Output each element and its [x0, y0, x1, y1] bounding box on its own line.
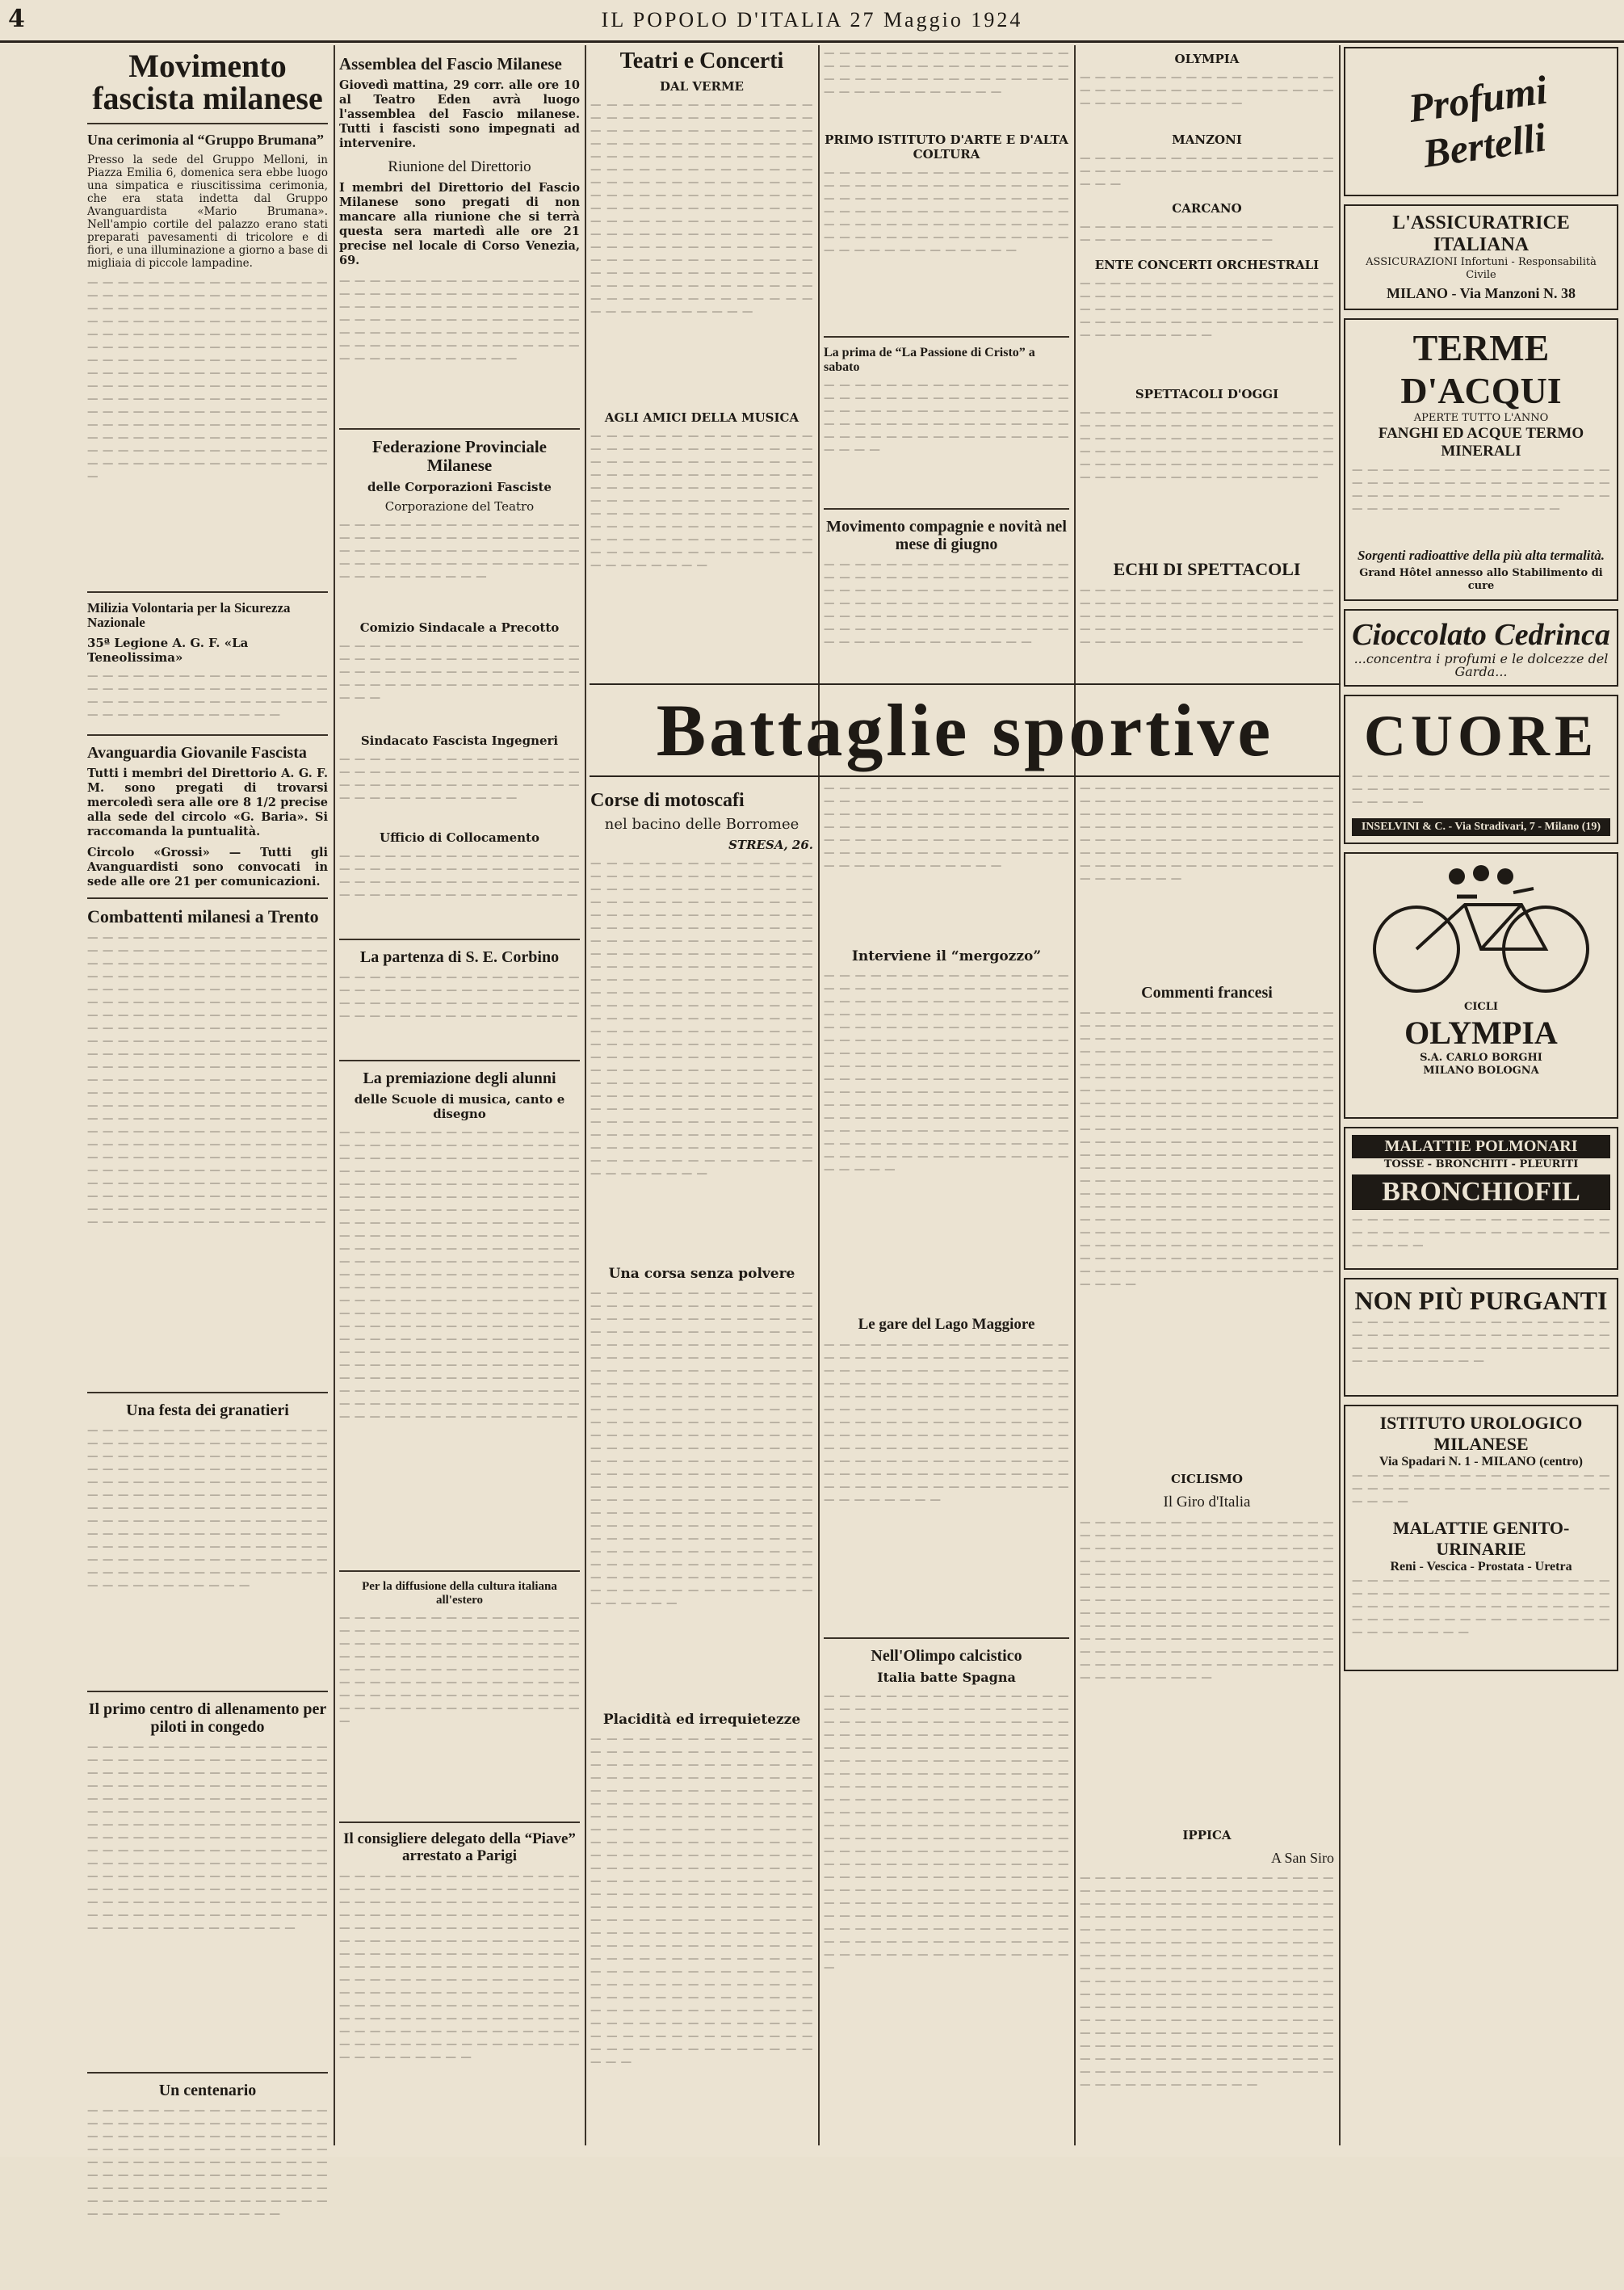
ad-text: APERTE TUTTO L'ANNO: [1413, 412, 1549, 424]
ad-assicuratrice: [1344, 204, 1618, 310]
article-title: Assemblea del Fascio Milanese: [339, 54, 562, 74]
illegible-text-block: — — — — — — — — — — — — — — — — — — — — — — — — — — — — — — — — — — — — — — — — — — — — — — — — — — — — — — — — — — — — —: [87, 670, 328, 722]
illegible-text-block: — — — — — — — — — — — — — — — — — — — — — — — — — — — — — — — — — — — — — — — — — — — — — — — — — — — — — — — — — — — — — — — — — — — — — — — — — — — — — — — — — — — — — — — — — — — — — — — — — — — — — — — — — — — — — — — — — — — — — — — — — — — — — —: [1080, 782, 1334, 885]
illegible-text-block: — — — — — — — — — — — — — — — — — — — — — — — — — — — — — — — — — — — — — — — — — — — — — — — — — — — — — — — — — — — — — — — — — — — — — — — — — — — — — — — — — — — — — — — — — — — — — — — — — — — — — — — — — — — — — — — — — — — — — — — — — — — — — — — — —: [339, 1611, 580, 1729]
article-subtitle: CARCANO: [1172, 201, 1242, 216]
illegible-text-block: — — — — — — — — — — — — — — — — — — — — — — — — — — — — — — — — — — — — — — —: [1352, 770, 1610, 809]
article-text: I membri del Direttorio del Fascio Milanese sono pregati di non mancare alla riunione che si terrà questa sera martedì alle ore 21 precise nel locale di Corso Venezia, 69.: [339, 180, 580, 267]
illegible-text-block: — — — — — — — — — — — — — — — — — — — — — — — — — — — — — — — — — — — — — — — — — — — — — — — — — — — — — — — — — — — — — — — — — — — — — — — — — — — — — — — — — — — — — — — — — — — — — — — — — — — — — — — — — — — — — — — — — — — — — — — — — — — — — — — — — — — — — — — — — — — — — — — — — — — — — — — — — — — — — — — — — — — — — — — — — — — — — — — — — — — — — — — — — — — — — — — — — — — — — — — — — — — — — — — — — — — — — — — — — — — — — — — — — — — — — — — — — — — — — — — — — — — — — — — — — — — — — — — — — — — — — — — — — — — — — — — — — — — — — — — — — — — —: [1080, 1871, 1334, 2091]
illegible-text-block: — — — — — — — — — — — — — — — — — — — — — — — — — — — — — — — — — — — — — — — — — — — — — — — — — — — — — — — — — — — — — — — — — — — — — — — — — — — — — — — — — — — — — — — — — — — — — — — — — — — — — — — — — — — — — — — — — — — — — — — — — — — — — — — — — — — — — — — — — — — — — — — — — — — — — — — — — — — — — — — — — — — — — — — — — — — — — — — — — — — — — — — — — — — — — — — — — — — — — — — —: [824, 1338, 1069, 1506]
ad-title: OLYMPIA: [1404, 1015, 1558, 1051]
ad-title: MALATTIE GENITO-URINARIE: [1392, 1518, 1570, 1559]
article-title: Riunione del Direttorio: [388, 158, 531, 176]
ad-title: Profumi Bertelli: [1405, 66, 1551, 176]
illegible-text-block: — — — — — — — — — — — — — — — — — — — — — — — — — — — — — — — — — — — — — — — — — — — — — — — — — — — — — — — — — — — — — — — — — — — — — — — — — — — — — — — — — — — — — — — — — — — — — — — — — — — — — — — — — — — — — — — — — — — — — — — — — — — — — — — — — — — — — — — — — — — — — — — — — — — — — — — — — — — — — — — — — — — — — — — — — — — — — — — — — — — — — — — — — — — — — — — — — — — — — — — — — — — — — — — — — — — — — — — — — — — — — — — — — — — — — — — — — — — — — — — — — — — — — — — — — — — — — — — — — — — — — — — — — — — — — — — — — — — — — — — — — — — — — — — — — — — — — — — — — — — — — — — — — — — — — — — — — — — — — — — — — — — — — — — — — — — — — — — — — — — — — — — — — — — — — — — — — — — — — — — — — — — — — — — —: [339, 1126, 580, 1424]
ads-column: [1344, 47, 1618, 2147]
ad-cicli-olympia: [1344, 852, 1618, 1119]
article-subtitle: delle Scuole di musica, canto e disegno: [354, 1092, 565, 1122]
ad-profumi: [1344, 47, 1618, 196]
ad-istituto-urologico: [1344, 1405, 1618, 1671]
article-title: Nell'Olimpo calcistico: [871, 1646, 1022, 1665]
ad-title: ISTITUTO UROLOGICO MILANESE: [1379, 1413, 1583, 1454]
column-rule: [1074, 45, 1076, 2145]
ad-title: L'ASSICURATRICE ITALIANA: [1392, 212, 1570, 255]
ad-text: TOSSE - BRONCHITI - PLEURITI: [1383, 1158, 1579, 1170]
illegible-text-block: — — — — — — — — — — — — — — — — — — — — — — — — — — — — — — — — — — — — — — — — — — — — — — — — — — — — — — — — — — — — — — — — — — — — — — — — — — — — — — — — — — — — — — — — — — — — — — — — — — — — — — — — — — — — — — — — — — — — — — — — — — — — — — — — — — — — — — — — — — — — — — — — — — — — — — — — — — — — — — — — — — — — — — — — — — — — — — — — — — — — — — — — — — — — — — — — — — — — — — — — — — — — — — — — — — — — — — — — — — — — — — — — — — — — — — — — — — — — — — — — — — — — — — — — — — — — — — — — — — — — — — — — — — — — — — — — — — — — — — — — — — — — — — — — — — — — — — — — — — — — — — — — — — — — — — — — — — — — — — — — — — — — — — — — — — — — — — — — — — — — — —: [590, 1287, 813, 1611]
sport-column-3: [1080, 782, 1334, 2147]
article-subtitle: Sindacato Fascista Ingegneri: [360, 733, 559, 749]
column-rule: [818, 45, 820, 2145]
article-title: Una festa dei granatieri: [126, 1401, 289, 1420]
ad-text: MILANO BOLOGNA: [1423, 1065, 1539, 1077]
column-5: [1080, 47, 1334, 677]
article-subtitle: DAL VERME: [660, 79, 744, 94]
illegible-text-block: — — — — — — — — — — — — — — — — — — — — — — — — — — — — — — — — — — — — — — — — — — — — — — — — — — — — — — — — — — — — — — — —: [339, 971, 580, 1023]
ad-title: TERME D'ACQUI: [1400, 327, 1562, 411]
illegible-text-block: — — — — — — — — — — — — — — — — — — — — — — — — — — — — — — — — — — — — — — — — — — — — — — — — — — — — — — — — — — — — — — — — — — —: [339, 640, 580, 705]
page-header: [0, 0, 1624, 43]
ad-text: CICLI: [1464, 1001, 1498, 1013]
illegible-text-block: — — — — — — — — — — — — — — — — — — — — — — — — — — — — — — — — — — — — — — — — — — — — —: [1080, 71, 1334, 110]
illegible-text-block: — — — — — — — — — — — — — — — — — — — — — — — — — — — — — — — — — — — — — — — — — — — — — — — — — — — — — — — — — — — — — — — — — — — — — — — — — — — — — — — — — — — — — — — — — — — — — — — — — — — — — — — — — — — — — — — — — — — — — — — — — — — — — — — — — — — — — — — — — — — — — — — — — — — — — — — — — — — — — — — — — — — — — — — — — — — — — — — — — — — — — — — — — — — — — — — — — — — — — — — — — — — — — — — — — — — — — — — — — — — — — — — — — — — — — — — — — — — — — —: [87, 1741, 328, 1935]
article-subtitle: CICLISMO: [1171, 1472, 1243, 1486]
article-subtitle: PRIMO ISTITUTO D'ARTE E D'ALTA COLTURA: [825, 132, 1068, 162]
article-subtitle: nel bacino delle Borromee: [604, 816, 799, 834]
article-title: Corse di motoscafi: [590, 790, 745, 811]
article-title: Avanguardia Giovanile Fascista: [87, 744, 307, 763]
sport-banner: [590, 683, 1341, 777]
illegible-text-block: — — — — — — — — — — — — — — — — — — — — — — — — — — — — — — — — — — — — — — — — — — — — — — — — — — — — — — — — — — — —: [1352, 1316, 1610, 1368]
illegible-text-block: — — — — — — — — — — — — — — — — — — — — — — — — — — — — — — — — — — — — — — — — — — — — — — — — — — — — — — — — — — — — — — — — — — — — — — — — — — — —: [1352, 1574, 1610, 1639]
section-title: Movimento fascista milanese: [92, 48, 323, 116]
illegible-text-block: — — — — — — — — — — — — — — — — — — — — — — — — — — — — — — — — — — — — — — — — — — — — — — — — — — — — — — — — — — — — — — — —: [339, 850, 580, 902]
article-text: Circolo «Grossi» — Tutti gli Avanguardisti sono convocati in sede alle ore 21 per comunicazioni.: [87, 846, 328, 889]
article-dateline: STRESA, 26.: [728, 838, 813, 853]
article-subtitle: Una corsa senza polvere: [608, 1266, 795, 1283]
ad-address: MILANO - Via Manzoni N. 38: [1387, 285, 1576, 301]
article-title: Combattenti milanesi a Trento: [87, 906, 319, 927]
column-1: [87, 47, 328, 2221]
illegible-text-block: — — — — — — — — — — — — — — — — — — — — — — — — — — — — — — — — — — — — — — — — — — — — — — — — — — — — — — — — — — — — — — — — — — — — — — — — — — — — — — — — — — — — — — — — — — — — — — — — — — — — — — — — — — — — — — — — — — — — — — — — — — — — — — — — — — — — — — — — — — — — — — — — — — — — — — — — — — — — — — — — — — — — — — — — — — — — — — — — — — — — — — — — — — — — — — — — — — — — — — — — — — — — — — — — — — — — — — — — — — — — — — — — — — — — — — — — —: [339, 1869, 580, 2064]
article-subtitle: Corporazione del Teatro: [384, 499, 535, 515]
ad-cuore: [1344, 695, 1618, 844]
article-title: Movimento compagnie e novità nel mese di giugno: [826, 518, 1067, 554]
column-rule: [1339, 45, 1341, 2145]
ad-title: Cioccolato Cedrinca: [1352, 618, 1610, 652]
illegible-text-block: — — — — — — — — — — — — — — — — — — — — — — — — — — — — — — — — — — — — — — — — — — — — — — — — — — — — — — — — — — — — — — — — — — — — — — — — — — — — — — — — — — —: [1080, 584, 1334, 649]
illegible-text-block: — — — — — — — — — — — — — — — — — — — — — — — — — — — — — — — — — — — — — — — — — — — — — — — — — — — — — — — — — — — — — — — — — — — — — — — — — — — — — — — — — — — — — — — — — — — — — — — — — — — — — — — — — — — — — — — — — — — — — — — — — — — — — — — — — — — — — — — — — — — — — — — — — — — — — — — — — — — — — — — — — — — — — — — — — — — — — — — — — — — — — — — — — — — — — — — — — — — — — — — — — — — — — — — — — — — — — — — — — — — — — — — — — — — — — — — — — — — — — — — — — — — — — — — — — — — — — — — — — — — — — — — — — — — — — — — — — — — — — — — — — — — — — — — — — — — — — — — — — — — — — — — — — — — — — — — — — — — — — — — — — — — — — — — — — — — — — — — — — — — — — — — — — — — — — — — — —: [590, 1733, 813, 2069]
illegible-text-block: — — — — — — — — — — — — — — — — — — — — — — — — — — — — — — — — — — — — — — — — — — — — — — — — — — — — — — — — — — — — — — — — — — — — — — — — — — — — — — — — — — — — — — — — — — — — — — — — — — — — — — — — — — — —: [339, 274, 580, 365]
ad-text: S.A. CARLO BORGHI: [1420, 1052, 1542, 1064]
ad-address: Via Spadari N. 1 - MILANO (centro): [1379, 1455, 1583, 1469]
illegible-text-block: — — — — — — — — — — — — — — — — — — — — — — — — — — — — — — — — — — — — — — — — — — — — — — — — — — — — — — — — — — — — — — — — —: [1352, 464, 1610, 515]
article-subtitle: Italia batte Spagna: [877, 1669, 1016, 1685]
column-3: [590, 47, 813, 677]
article-title: La prima de “La Passione di Cristo” a sabato: [824, 346, 1035, 374]
illegible-text-block: — — — — — — — — — — — — — — — — — — — — — — — — — — — — — — — — — — — — — — — — — — — — — — — — — — — — — — — — — — — — — — — — — — — — — — — — — — — — — — — — — — — — — — — — — — — — — — — — — — — — — — — — — — — — — — — — — — — — — — — — — — — — — — — — — — — — — — — — — — — — — — — — — — — — — — — — — — — — — — — — — — — — — — — — — — — — — — — — — — — — — — — — — — — — — — — — — — — — — — — — — — — — — — — — — — — — — — — — — — — — — — — — — — — — — — — — — — — — — — — — — — — — — — — — — — — — — — — — — — — — — — — — — — — — — — — — — — — — — — — — — — — — — — — — — — — — — — — — — — — — — — — — — — — — — — — — — — — — — — — — — — — — — — — — — — — — — — — — — — — — — — — — — — — — — — — — — — — — — — — — — — — — — — — —: [87, 931, 328, 1229]
article-subtitle: IPPICA: [1182, 1827, 1232, 1843]
column-2: [339, 47, 580, 2147]
illegible-text-block: — — — — — — — — — — — — — — — — — — — — — — — — — — — — — — — — — — — — — — — — — — — — — — — — — — — — — — — — — — — —: [824, 47, 1069, 99]
illegible-text-block: — — — — — — — — — — — — — — — — — — — — — — — — — — — — — — — — — — — — — — — — — — — — — — — — — — — — — — — — — — — — — — — — — — — — — — — — — — — — — — — — — — — — — — — — — — — — — — — — — — — — — — — — — — — — — — — — — — — — — — — — — — — — — — — — — — — — — — — — — — — — — — — — — — — — — — — — — — — — — — — — — — — — — — — — — — — — — — — — — — — — — — — — — — — — — — — — — — — — — — — — — — — — — — — — — — — — — — — — — — — — — — — — — — — — — — — — — — — — — — — — — — — — — — — — — — — — — — — — — — — — — — — — — — — — — — — — — — — — — — — — — — — — — — — — — — — — — — — — — — — — — — — — — — — — — — — — — — — — — — — — — — — — — — — — — — — — — — — — — — — — — — — —: [590, 857, 813, 1181]
ad-text: Sorgenti radioattive della più alta termalità.: [1357, 548, 1605, 563]
ad-title: NON PIÙ PURGANTI: [1354, 1286, 1608, 1315]
ad-title: MALATTIE POLMONARI: [1352, 1135, 1610, 1158]
article-title: La premiazione degli alunni: [363, 1069, 556, 1088]
illegible-text-block: — — — — — — — — — — — — — — — — — — — — — — — — — — — — — — — — — — — — — — — — — — — — — — — — — — — — — — — — — — — — — — — — — — — — — — — — — — — — — — — — — — — — — — — — — — — — — — — — — — — — — — — — — — — — — — — — — — — — — — — — — — — — — — — — — — — — — — — — — — — — — — — — — — — — — — — — — — — — — — — — — — — — — — — — — — — — — — — — — — — — — — — — — — — — — — — — — — — — — — — — — — — — — — — — — — — — — — — — — — — — — — — — — — — — — — — — — — — — — — — — —: [87, 275, 328, 483]
illegible-text-block: — — — — — — — — — — — — — — — — — — — — — — — — — — — — — — — — — — — — — — —: [1352, 1213, 1610, 1252]
article-subtitle: MANZONI: [1172, 132, 1242, 147]
illegible-text-block: — — — — — — — — — — — — — — — — — — — — — — — — — — — — — — — — — — — — — — — — — — — — — — — — — — — — — — — — — — — — — — — — — — — — — — — — — — — — — — — — — — — — — — — — — — — — — — — — — — — — — — — — — — — — — — — — — — — — — — — — — — — — — — — — — — — — — — — — — — — — — — — — — — — — — — — — — — — — — — — — — — — — — — — — — — — — — — — — — — — — — — — — — — — — — — — — — — — — — — — — — — —: [87, 1424, 328, 1593]
article-title: Una cerimonia al “Gruppo Brumana”: [87, 132, 325, 148]
section-title: Teatri e Concerti: [619, 48, 784, 74]
illegible-text-block: — — — — — — — — — — — — — — — — — — — — — — — — — — — — — — — — — — — — — — — — — — — — — — — — — — — — — — — — — — — — — — — — — — — — — — — — — — — — — — — — — — — — — — — — — — — — — — — — — — — — — — — — — — — — — — — — — — — — — — — — — — — — — — — — — — — — — — — — — — — — — — — — — — — — — — — — — — — — — — — — — — — — — — — — — — — — — — — — — — — — — — — — — — — — — — — — — — — — — — — — — — — — — — — — — — — — —: [1080, 1515, 1334, 1684]
article-subtitle: Comizio Sindacale a Precotto: [359, 620, 560, 636]
article-title: Milizia Volontaria per la Sicurezza Nazionale: [87, 599, 291, 631]
illegible-text-block: — — — — — — — — — — — — — — — — — — — — — — — — — — — — — — — — — — — — — —: [1352, 1469, 1610, 1508]
article-subtitle: delle Corporazioni Fasciste: [367, 480, 552, 495]
article-title: Il Giro d'Italia: [1163, 1494, 1251, 1511]
sport-column-1: [590, 782, 813, 2147]
ad-text: ASSICURAZIONI Infortuni - Responsabilità Civile: [1366, 256, 1597, 281]
masthead: IL POPOLO D'ITALIA 27 Maggio 1924: [601, 8, 1023, 32]
ad-title: BRONCHIOFIL: [1352, 1174, 1610, 1210]
article-text: Presso la sede del Gruppo Melloni, in Piazza Emilia 6, domenica sera ebbe luogo una simpatica e riuscitissima cerimonia, che era stata indetta dal Gruppo Avanguardista «Mario Brumana». Nell'ampio cortile del palazzo erano stati preparati pavesamenti di tricolore e di fiori, e una illuminazione a giorno a base di migliaia di piccole lampadine.: [87, 153, 328, 270]
article-subtitle: ENTE CONCERTI ORCHESTRALI: [1094, 258, 1320, 272]
article-text: Giovedì mattina, 29 corr. alle ore 10 al Teatro Eden avrà luogo l'assemblea del Fascio milanese. Tutti i fascisti sono impegnati ad intervenire.: [339, 78, 580, 151]
sport-column-2: [824, 782, 1069, 2147]
illegible-text-block: — — — — — — — — — — — — — — — — — — — — — — — — — — — — — — — — — — — — — — — — — — — — — — — — — — — — — — — — — — — —: [339, 753, 580, 805]
illegible-text-block: — — — — — — — — — — — — — — — — — — — — — — — — — — — — — — — — — — — — — — — — — — — — — — — — — — — — — — — — — — — — — — — — — — — — — — — — — — — — — — — — — — — — — — — — — — — — — — — — — — — — — — — — — — — — — — — — — — — — — — — — — — — — — — — — — — — — — — — — — — — — —: [87, 2104, 328, 2221]
article-title: Il primo centro di allenamento per piloti in congedo: [88, 1700, 327, 1737]
illegible-text-block: — — — — — — — — — — — — — — — — — — — — — — — — — — — — — — — — — — — — — — — — — — — — — — — — — — — — — — — — — — — — — — — — — — — — — — — — — — — — — — — — — — — — — — — — — — — — — — — — — — — — — — — — — — — — — — — — — — — — — — — — — — — — — — — — — — — — — — — — — — — — — — — — — — — — — — — — — — — — — — — — — — — — — — — — — — — — — — — — — — — — — — — — — — — — — — — — — — — — — — — — — — — — — — — — — — — — — — — — — — — — — — — — — — — — — — — — — — —: [590, 99, 813, 318]
article-subtitle: 35ª Legione A. G. F. «La Teneolissima»: [87, 636, 249, 666]
illegible-text-block: — — — — — — — — — — — — — — — — — — — — — — — — — — — — — — — — — — — — — — — — — — — — — — — — — — — — — — — — — — — — — — — — — — — — — — — — — — — — — — — — — — — — — — — — — — — — — — — — — — — — — — — — — — — — — — — — — — — — — — — — — — — — — — — — — — — — — — — — — — — — — — — — — — — —: [590, 430, 813, 572]
ad-non-piu-purganti: [1344, 1278, 1618, 1397]
illegible-text-block: — — — — — — — — — — — — — — — — — — — — — — — — — — — — — — — — — — — — — — — — — — — — — — — — — — — — — — — — — — — — — — — — — — — — — — — — — — — — — — — — — — — —: [824, 379, 1069, 457]
page-number: 4: [8, 5, 25, 33]
banner-title: Battaglie sportive: [656, 689, 1274, 771]
ad-bronchiofil: [1344, 1127, 1618, 1270]
article-subtitle: Placidità ed irrequietezze: [602, 1712, 801, 1729]
bicycle-illustration: [1360, 860, 1602, 998]
ad-title: CUORE: [1363, 704, 1598, 768]
illegible-text-block: — — — — — — — — — — — — — — — — — — — — — — — — — — — — — — — — — — — — — — — — — — — — — — — — — — — — — — — — — — — — — — — — — — — — — — — — — — — — — — — — — — — — — — — — — — — — — — — — — — — — — — — — — — — — —: [824, 166, 1069, 257]
article-subtitle: Interviene il “mergozzo”: [851, 948, 1042, 964]
article-title: Le gare del Lago Maggiore: [858, 1316, 1035, 1333]
illegible-text-block: — — — — — — — — — — — — — — — — — — — — — — — — — — — — — — — — — — — — — — — — — — — — — — — — — — — — — — — — — — — — — — — — — — — — — — — — — —: [339, 519, 580, 584]
column-4: [824, 47, 1069, 677]
column-rule: [334, 45, 335, 2145]
illegible-text-block: — — — — — — — — — — — — — — — — — — — — — — — — — — — — — — — — — — — — — — — — — — — — — — — — — — — — — — — — — — — — — — — — — — — — — — — — — — — — — — — — — — — — — — — — — — — — — — — — — — — — — — — — — — — — — — — — — — — — — — — — — — — — — — — — — — — — — — — — — — — — — — — — — — — — — — — — — — — — — — — — — — — — — — — — — — — — — — — — — — — — — — — — — — — — — — — — — — — — — — — — — — — — — — — — — — — — — — — — — — — — — — — — — — — — — — — — — — — — — — — — — — — — — — — — — — — — — — — — — — — — — — — — — — — — — — — — — — — — — — — — — — — — — — — — — — — — — — — — — — — — — — — — — — — — — — — — — — — — — — — — — — — — — — — — — — — — — — — — —: [824, 1689, 1069, 1974]
ad-subtitle: FANGHI ED ACQUE TERMO MINERALI: [1378, 425, 1584, 460]
ad-terme-acqui: [1344, 318, 1618, 601]
article-title: Per la diffusione della cultura italiana all'estero: [362, 1580, 557, 1607]
illegible-text-block: — — — — — — — — — — — — — — — — — — — — — — — — — — — — — — — — — — — — — — — — — — — — — — — — — — — — — — — — — — — — — — — — — — — — — — — — — — — — — — — — — — — — — — — — — — — — — — — — — — — — — — — — — — — — — — — — — — — — — — — — — — — — — — — — — — — — — — — — — — — — — — — — — — — — — — — — — — — — — — — — — — — — — — — — — — — — — — — — — — — — — — — — — — — — — — — — — — — — — — — — — — — — — — — — — — — — — — — — — — — — — — — — — — — — — — — — — — — — — — — — — — — — — — — — — — — — — — — — — — — — — — — — — — — — — — — — — — — — — — — — — — — — — — — — — — — — — — — — — — — — — — — — — — — — — — — — — — — — — — — — — — — — — — — — — — — — — — — — — — — — — — — — — — — — — — — — — — — — — — — — —: [1080, 1006, 1334, 1291]
article-title: Federazione Provinciale Milanese: [372, 436, 547, 476]
illegible-text-block: — — — — — — — — — — — — — — — — — — — — — — — — — — — — — —: [1080, 221, 1334, 246]
article-title: Commenti francesi: [1141, 984, 1273, 1002]
ad-text: ...concentra i profumi e le dolcezze del Garda...: [1353, 651, 1609, 679]
ad-cedrinca: [1344, 609, 1618, 687]
ad-subtitle: Reni - Vescica - Prostata - Uretra: [1390, 1560, 1572, 1574]
article-subtitle: Ufficio di Collocamento: [379, 830, 539, 846]
illegible-text-block: — — — — — — — — — — — — — — — — — — — — — — — — — — — — — — — — — — — — — — — — — — — — — — — — — — — — — — — — — — — — — — — — — — — — — — — — — — — — — — — — — — — — — — — — — — — — — — — — — — — — —: [1080, 406, 1334, 484]
article-subtitle: OLYMPIA: [1174, 52, 1240, 66]
illegible-text-block: — — — — — — — — — — — — — — — — — — — — — — — — — — — — — — — — — — — — — — — — — — — — — — — — — — — — — — — — — — — — — — — — — — — — — — — — — — — — — — — — — — — — — — — — — — — — — — — — — — — — — — — — — — — —: [824, 782, 1069, 872]
illegible-text-block: — — — — — — — — — — — — — — — — — — — — — — — — — — — — — — — — — — — — —: [1080, 152, 1334, 191]
article-subtitle: AGLI AMICI DELLA MUSICA: [604, 410, 799, 425]
ad-text: Grand Hôtel annesso allo Stabilimento di cure: [1359, 567, 1603, 592]
article-subtitle: SPETTACOLI D'OGGI: [1135, 387, 1279, 401]
illegible-text-block: — — — — — — — — — — — — — — — — — — — — — — — — — — — — — — — — — — — — — — — — — — — — — — — — — — — — — — — — — — — — — — — — — — — — — — — — — — — — —: [1080, 277, 1334, 342]
article-title: Il consigliere delegato della “Piave” arrestato a Parigi: [343, 1830, 576, 1865]
ad-address: INSELVINI & C. - Via Stradivari, 7 - Milano (19): [1352, 818, 1610, 836]
article-title: La partenza di S. E. Corbino: [359, 948, 560, 967]
article-title: Un centenario: [158, 2082, 257, 2100]
column-rule: [585, 45, 586, 2145]
illegible-text-block: — — — — — — — — — — — — — — — — — — — — — — — — — — — — — — — — — — — — — — — — — — — — — — — — — — — — — — — — — — — — — — — — — — — — — — — — — — — — — — — — — — — — — — — — — — — — — — — — — — — — — — — — — — — — — — — — — — — — — — — — — — — — — — — — — — — — — — — — — — — — — — — — — — — — — — — — — — — — — — — — — — — — — — — — — — — — — — — — — — — — — — — — — — — — — — — — — — — — — — — — — — — — — — — — — — — — — — — — — — — — — — — — — — — — — — — — — — — — — — — — — — — — —: [824, 969, 1069, 1176]
illegible-text-block: — — — — — — — — — — — — — — — — — — — — — — — — — — — — — — — — — — — — — — — — — — — — — — — — — — — — — — — — — — — — — — — — — — — — — — — — — — — — — — — — — — — — — — — — — — — — — — — — — — — — — — — — — — — — — —: [824, 558, 1069, 649]
article-text: Tutti i membri del Direttorio A. G. F. M. sono pregati di trovarsi mercoledì sera alle ore 8 1/2 precise alla sede del circolo «G. Baria». Si raccomanda la puntualità.: [87, 767, 328, 839]
article-title: A San Siro: [1270, 1849, 1334, 1866]
article-title: ECHI DI SPETTACOLI: [1113, 559, 1301, 579]
